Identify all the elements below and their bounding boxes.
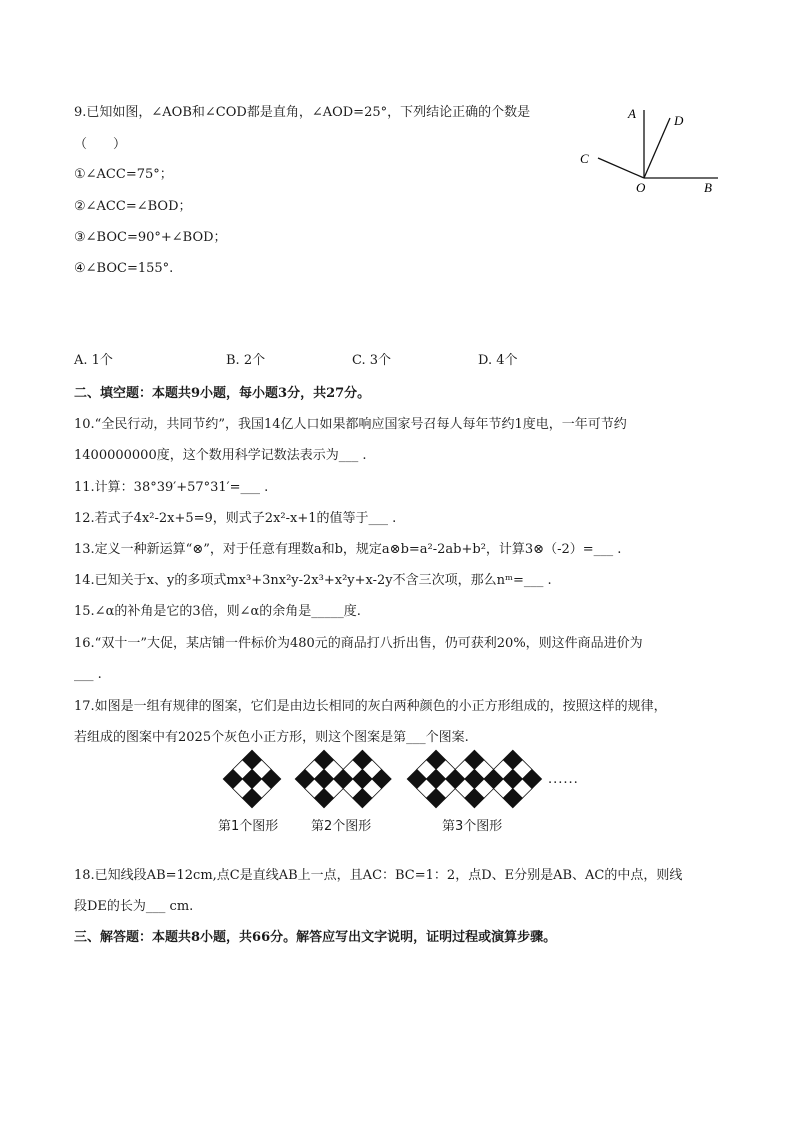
q9-stem: 9.已知如图，∠AOB和∠COD都是直角，∠AOD=25°，下列结论正确的个数是 [74, 105, 531, 120]
ray-oc [598, 158, 644, 178]
q15: 15.∠α的补角是它的3倍，则∠α的余角是_____度. [74, 604, 361, 619]
pattern-ellipsis: ...... [548, 772, 579, 787]
label-a: A [628, 106, 636, 121]
q13: 13.定义一种新运算“⊗”，对于任意有理数a和b，规定a⊗b=a²-2ab+b²，计算3⊗（-2）=___ . [74, 542, 622, 557]
q9-item-3: ③∠BOC=90°+∠BOD； [74, 230, 227, 245]
option-d: D. 4个 [478, 353, 518, 368]
q9-item-1: ①∠ACC=75°； [74, 167, 173, 182]
option-b: B. 2个 [226, 353, 266, 368]
q9-item-2: ②∠ACC=∠BOD； [74, 199, 192, 214]
pattern-figure-1 [218, 748, 286, 810]
q9-paren: （ ） [74, 137, 127, 152]
q17-line2: 若组成的图案中有2025个灰色小正方形，则这个图案是第___个图案. [74, 730, 469, 745]
label-b: B [704, 180, 712, 195]
q18-line2: 段DE的长为___ cm. [74, 899, 194, 914]
ray-od [644, 118, 670, 178]
section3-title: 三、解答题：本题共8小题，共66分。解答应写出文字说明，证明过程或演算步骤。 [74, 930, 557, 945]
q16-line2: ___ . [74, 667, 102, 682]
pattern-caption-1: 第1个图形 [218, 819, 279, 834]
pattern-caption-2: 第2个图形 [311, 819, 372, 834]
q10-line1: 10.“全民行动，共同节约”，我国14亿人口如果都响应国家号召每人每年节约1度电，一年可节约 [74, 417, 627, 432]
q17-line1: 17.如图是一组有规律的图案，它们是由边长相同的灰白两种颜色的小正方形组成的，按照这样的规律， [74, 699, 667, 714]
label-d: D [674, 113, 684, 128]
q14: 14.已知关于x、y的多项式mx³+3nx²y-2x³+x²y+x-2y不含三次项，那么nᵐ=___ . [74, 573, 552, 588]
section2-title: 二、填空题：本题共9小题，每小题3分，共27分。 [74, 386, 371, 401]
pattern-caption-3: 第3个图形 [442, 819, 503, 834]
q18-line1: 18.已知线段AB=12cm,点C是直线AB上一点，且AC：BC=1：2，点D、E分别是AB、AC的中点，则线 [74, 868, 683, 883]
label-c: C [580, 151, 589, 166]
pattern-figure-2 [290, 748, 396, 810]
q10-line2: 1400000000度，这个数用科学记数法表示为___ . [74, 448, 367, 463]
q12: 12.若式子4x²-2x+5=9，则式子2x²-x+1的值等于___ . [74, 511, 397, 526]
q9-item-4: ④∠BOC=155°. [74, 261, 174, 276]
angle-diagram [570, 96, 730, 196]
option-c: C. 3个 [352, 353, 392, 368]
option-a: A. 1个 [74, 353, 113, 368]
pattern-figure-3 [402, 748, 546, 810]
q11: 11.计算：38°39′+57°31′=___ . [74, 480, 269, 495]
label-o: O [636, 180, 646, 195]
q16-line1: 16.“双十一”大促，某店铺一件标价为480元的商品打八折出售，仍可获利20%，则这件商品进价为 [74, 636, 643, 651]
